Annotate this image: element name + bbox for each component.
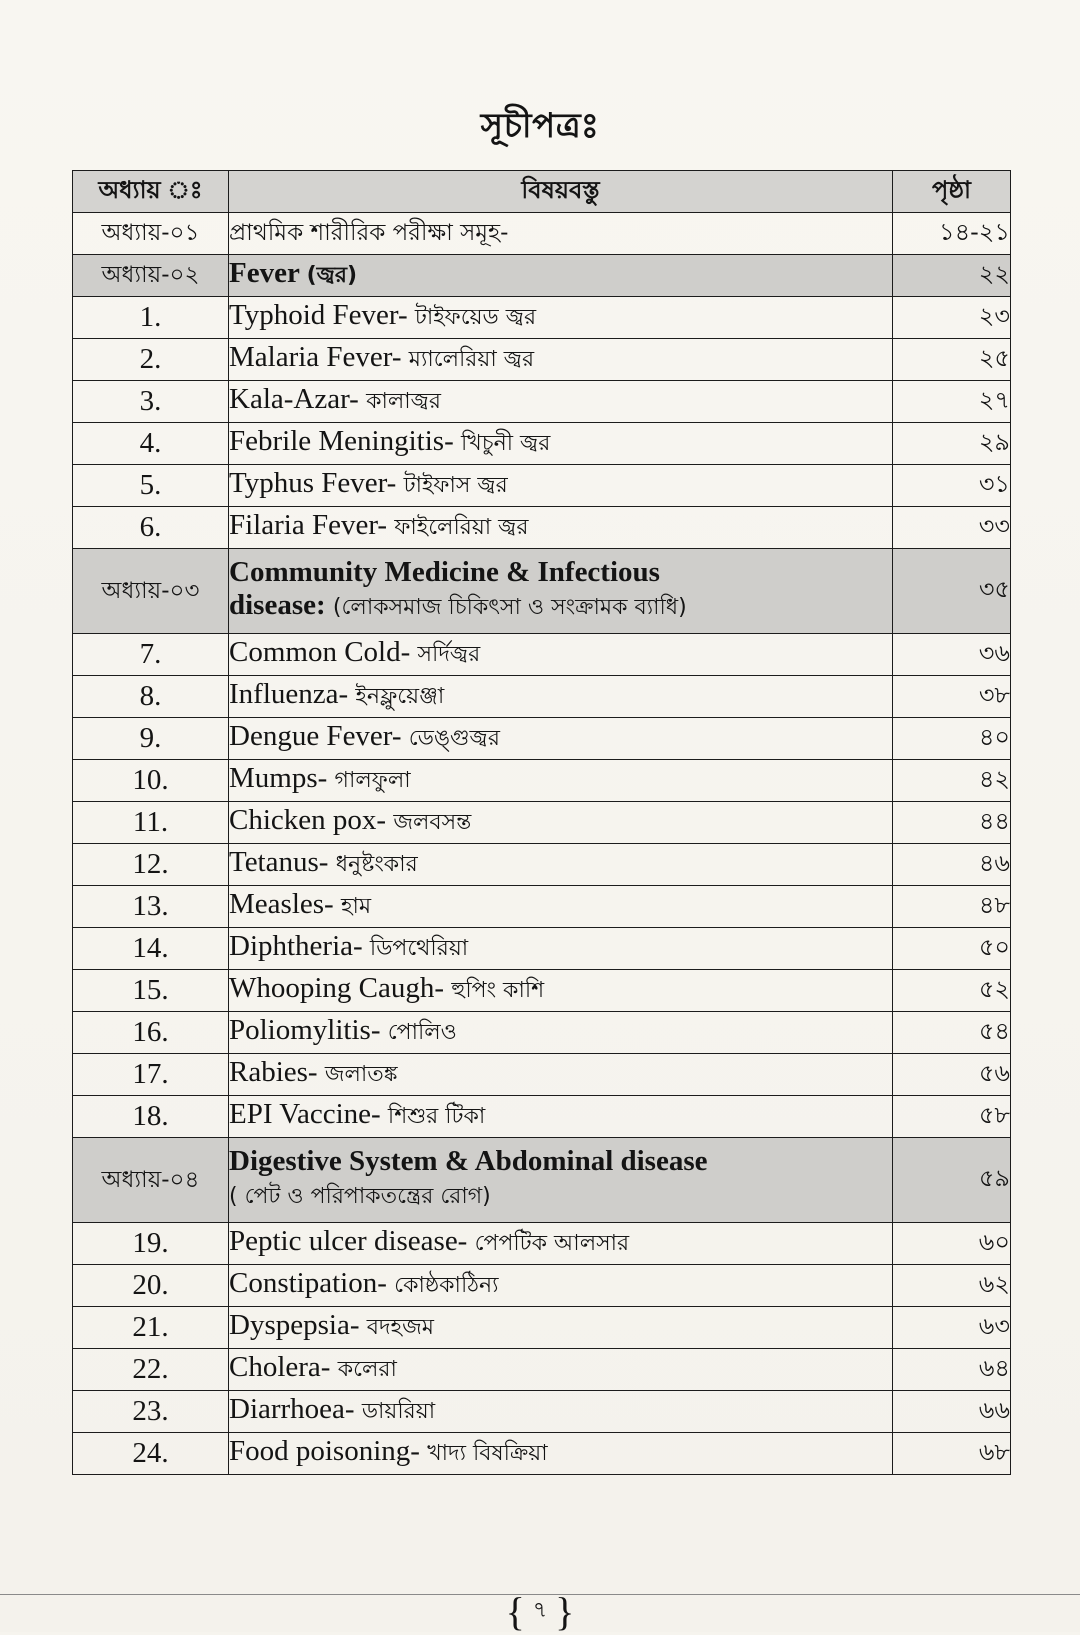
table-row — [73, 1054, 1011, 1096]
header-topic: বিষয়বস্তু — [229, 171, 893, 213]
page-title: সূচীপত্রঃ — [480, 106, 600, 146]
topic-bengali: ডিপথেরিয়া — [369, 935, 469, 961]
chapter-title-english: Community Medicine & Infectious — [229, 555, 660, 588]
table-row — [73, 423, 1011, 465]
topic-cell — [229, 423, 893, 465]
topic-cell — [229, 1391, 893, 1433]
table-row — [73, 634, 1011, 676]
topic-english: Dengue Fever- — [229, 719, 402, 752]
page-ref: ৩৩ — [893, 507, 1011, 549]
topic-cell — [229, 1054, 893, 1096]
page-ref: ২৫ — [893, 339, 1011, 381]
topic-english: Mumps- — [229, 761, 328, 794]
topic-cell — [229, 381, 893, 423]
table-row — [73, 886, 1011, 928]
page-ref: ৬৪ — [893, 1349, 1011, 1391]
topic-bengali: পেপটিক আলসার — [474, 1230, 630, 1256]
page-number: ৭ — [532, 1598, 548, 1623]
topic-english: Rabies- — [229, 1055, 318, 1088]
topic-bengali: হুপিং কাশি — [451, 977, 545, 1003]
topic-english: Febrile Meningitis- — [229, 424, 454, 457]
table-row — [73, 1096, 1011, 1138]
page-ref: ৪০ — [893, 718, 1011, 760]
page-ref: ৬৬ — [893, 1391, 1011, 1433]
item-number: 7. — [73, 634, 229, 676]
page-ref: ৬২ — [893, 1265, 1011, 1307]
topic-english: Diarrhoea- — [229, 1392, 355, 1425]
chapter-topic — [229, 255, 893, 297]
chapter-title-english-cont: disease: — [229, 588, 326, 621]
chapter-topic — [229, 1138, 893, 1223]
page-ref: ৫৮ — [893, 1096, 1011, 1138]
table-row — [73, 381, 1011, 423]
topic-bengali: ডেঙ্গুজ্বর — [408, 725, 500, 751]
topic-cell — [229, 1265, 893, 1307]
topic-english: Chicken pox- — [229, 803, 387, 836]
item-number: 20. — [73, 1265, 229, 1307]
chapter-title-english: Fever — [229, 256, 300, 289]
item-number: 5. — [73, 465, 229, 507]
topic-cell — [229, 1433, 893, 1475]
table-row — [73, 970, 1011, 1012]
table-row — [73, 928, 1011, 970]
item-number: 6. — [73, 507, 229, 549]
table-row — [73, 507, 1011, 549]
toc-table — [72, 170, 1011, 1475]
topic-bengali: ইনফ্লুয়েঞ্জা — [355, 683, 445, 709]
topic-cell — [229, 634, 893, 676]
page-ref: ৪৪ — [893, 802, 1011, 844]
topic-cell — [229, 507, 893, 549]
item-number: 19. — [73, 1223, 229, 1265]
chapter-label: অধ্যায়-০৪ — [73, 1138, 229, 1223]
page-ref: ৫০ — [893, 928, 1011, 970]
topic-english: EPI Vaccine- — [229, 1097, 381, 1130]
page-ref: ৩১ — [893, 465, 1011, 507]
table-row — [73, 1012, 1011, 1054]
page-ref: ২৯ — [893, 423, 1011, 465]
table-row — [73, 1307, 1011, 1349]
page-ref: ৫৬ — [893, 1054, 1011, 1096]
chapter-row — [73, 255, 1011, 297]
item-number: 9. — [73, 718, 229, 760]
item-number: 22. — [73, 1349, 229, 1391]
item-number: 13. — [73, 886, 229, 928]
page-ref: ৬০ — [893, 1223, 1011, 1265]
table-row — [73, 1349, 1011, 1391]
item-number: 4. — [73, 423, 229, 465]
topic-cell — [229, 1223, 893, 1265]
topic-bengali: খিচুনী জ্বর — [460, 430, 551, 456]
chapter-title-bengali: (লোকসমাজ চিকিৎসা ও সংক্রামক ব্যাধি) — [332, 594, 687, 620]
topic-bengali: খাদ্য বিষক্রিয়া — [427, 1440, 548, 1466]
table-row — [73, 1391, 1011, 1433]
item-number: 1. — [73, 297, 229, 339]
topic-cell — [229, 928, 893, 970]
topic-english: Poliomylitis- — [229, 1013, 381, 1046]
table-row — [73, 718, 1011, 760]
footer-bracket-left: { — [505, 1589, 525, 1634]
item-number: 24. — [73, 1433, 229, 1475]
topic-english: Diphtheria- — [229, 929, 363, 962]
chapter-label: অধ্যায়-০১ — [73, 213, 229, 255]
chapter-title-bengali: ( পেট ও পরিপাকতন্ত্রের রোগ) — [229, 1183, 491, 1209]
chapter-topic — [229, 549, 893, 634]
chapter-title-bengali: (জ্বর) — [306, 262, 358, 288]
topic-english: Typhus Fever- — [229, 466, 397, 499]
topic-cell — [229, 970, 893, 1012]
table-header-row — [73, 171, 1011, 213]
chapter-title-bengali: প্রাথমিক শারীরিক পরীক্ষা সমূহ- — [229, 220, 509, 246]
table-row — [73, 676, 1011, 718]
topic-english: Dyspepsia- — [229, 1308, 360, 1341]
topic-english: Tetanus- — [229, 845, 329, 878]
topic-cell — [229, 297, 893, 339]
chapter-title-english: Digestive System & Abdominal disease — [229, 1144, 708, 1177]
page-ref: ৩৫ — [893, 549, 1011, 634]
chapter-label: অধ্যায়-০২ — [73, 255, 229, 297]
topic-bengali: হাম — [340, 893, 372, 919]
table-row — [73, 1265, 1011, 1307]
topic-cell — [229, 886, 893, 928]
table-row — [73, 844, 1011, 886]
topic-english: Whooping Caugh- — [229, 971, 445, 1004]
page-ref: ৫৯ — [893, 1138, 1011, 1223]
topic-english: Constipation- — [229, 1266, 387, 1299]
item-number: 18. — [73, 1096, 229, 1138]
page-ref: ৪২ — [893, 760, 1011, 802]
header-chapter: অধ্যায় ঃ — [73, 171, 229, 213]
page-ref: ৬৩ — [893, 1307, 1011, 1349]
topic-cell — [229, 802, 893, 844]
topic-cell — [229, 676, 893, 718]
topic-bengali: ডায়রিয়া — [361, 1398, 436, 1424]
table-row — [73, 297, 1011, 339]
footer — [0, 1588, 1080, 1635]
toc-body — [73, 213, 1011, 1475]
topic-cell — [229, 1096, 893, 1138]
topic-bengali: কালাজ্বর — [366, 388, 441, 414]
chapter-topic — [229, 213, 893, 255]
topic-cell — [229, 1307, 893, 1349]
page-ref: ৬৮ — [893, 1433, 1011, 1475]
topic-english: Malaria Fever- — [229, 340, 402, 373]
chapter-row — [73, 213, 1011, 255]
topic-bengali: শিশুর টিকা — [387, 1103, 486, 1129]
table-row — [73, 1433, 1011, 1475]
topic-cell — [229, 844, 893, 886]
topic-bengali: জলাতঙ্ক — [324, 1061, 398, 1087]
topic-cell — [229, 465, 893, 507]
topic-bengali: টাইফয়েড জ্বর — [414, 304, 537, 330]
topic-bengali: সর্দিজ্বর — [417, 641, 481, 667]
topic-bengali: কলেরা — [337, 1356, 397, 1382]
topic-cell — [229, 1012, 893, 1054]
item-number: 16. — [73, 1012, 229, 1054]
page-ref: ২৭ — [893, 381, 1011, 423]
topic-english: Influenza- — [229, 677, 349, 710]
footer-bracket-right: } — [555, 1589, 575, 1634]
item-number: 23. — [73, 1391, 229, 1433]
item-number: 11. — [73, 802, 229, 844]
topic-english: Peptic ulcer disease- — [229, 1224, 468, 1257]
item-number: 14. — [73, 928, 229, 970]
topic-bengali: কোষ্ঠকাঠিন্য — [394, 1272, 499, 1298]
chapter-title-line1 — [229, 1145, 892, 1178]
page-ref: ১৪-২১ — [893, 213, 1011, 255]
page-ref: ২২ — [893, 255, 1011, 297]
table-row — [73, 339, 1011, 381]
page-ref: ৩৬ — [893, 634, 1011, 676]
topic-bengali: ফাইলেরিয়া জ্বর — [394, 514, 529, 540]
topic-bengali: ম্যালেরিয়া জ্বর — [408, 346, 535, 372]
topic-english: Food poisoning- — [229, 1434, 420, 1467]
topic-english: Kala-Azar- — [229, 382, 359, 415]
topic-bengali: জলবসন্ত — [393, 809, 472, 835]
topic-bengali: বদহজম — [366, 1314, 434, 1340]
item-number: 17. — [73, 1054, 229, 1096]
table-row — [73, 802, 1011, 844]
item-number: 8. — [73, 676, 229, 718]
page-ref: ৫২ — [893, 970, 1011, 1012]
item-number: 2. — [73, 339, 229, 381]
topic-english: Typhoid Fever- — [229, 298, 408, 331]
chapter-label: অধ্যায়-০৩ — [73, 549, 229, 634]
topic-bengali: গালফুলা — [334, 767, 411, 793]
table-row — [73, 1223, 1011, 1265]
header-page: পৃষ্ঠা — [893, 171, 1011, 213]
chapter-title-line2 — [229, 1178, 892, 1216]
item-number: 15. — [73, 970, 229, 1012]
page-ref: ৪৮ — [893, 886, 1011, 928]
item-number: 21. — [73, 1307, 229, 1349]
topic-bengali: পোলিও — [387, 1019, 457, 1045]
chapter-row — [73, 1138, 1011, 1223]
table-row — [73, 760, 1011, 802]
page-ref: ৫৪ — [893, 1012, 1011, 1054]
item-number: 12. — [73, 844, 229, 886]
topic-cell — [229, 718, 893, 760]
topic-cell — [229, 1349, 893, 1391]
topic-bengali: টাইফাস জ্বর — [403, 472, 508, 498]
item-number: 10. — [73, 760, 229, 802]
topic-english: Measles- — [229, 887, 334, 920]
topic-cell — [229, 760, 893, 802]
page-ref: ৩৮ — [893, 676, 1011, 718]
topic-english: Filaria Fever- — [229, 508, 388, 541]
page-ref: ২৩ — [893, 297, 1011, 339]
chapter-title-line2 — [229, 589, 892, 627]
topic-bengali: ধনুষ্টংকার — [335, 851, 418, 877]
topic-cell — [229, 339, 893, 381]
chapter-row — [73, 549, 1011, 634]
item-number: 3. — [73, 381, 229, 423]
topic-english: Common Cold- — [229, 635, 411, 668]
topic-english: Cholera- — [229, 1350, 331, 1383]
chapter-title-line1 — [229, 556, 892, 589]
page-ref: ৪৬ — [893, 844, 1011, 886]
table-row — [73, 465, 1011, 507]
